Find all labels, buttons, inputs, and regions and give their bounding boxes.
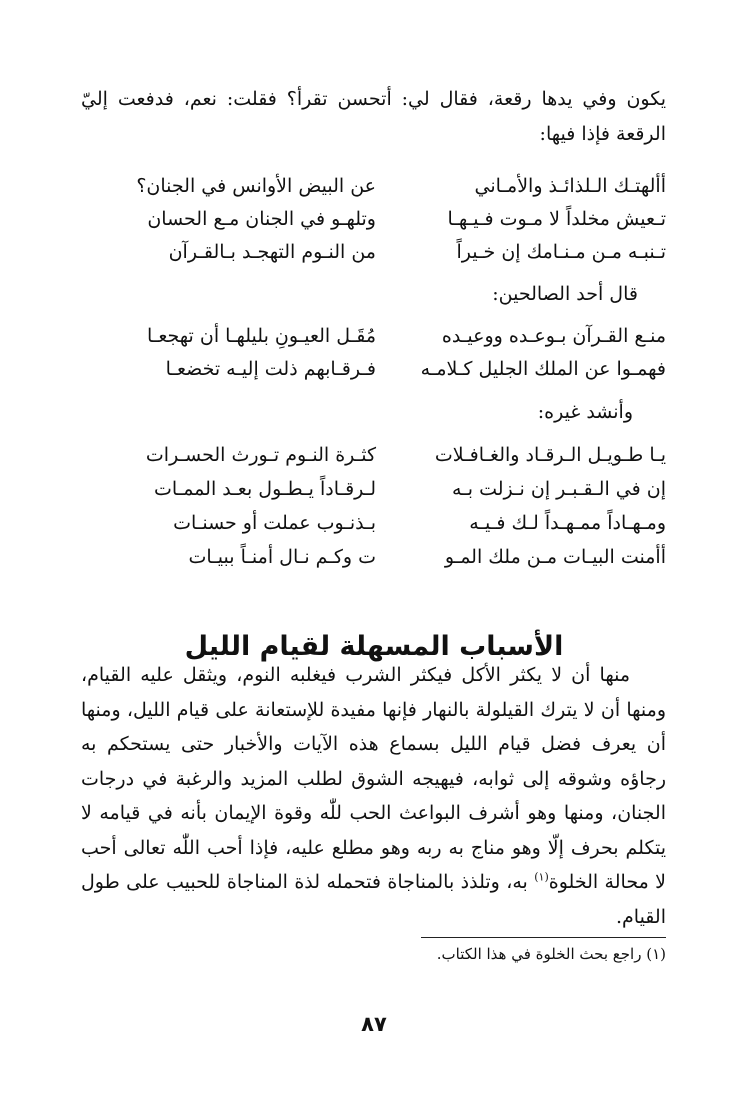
verse-first-hemistich: تـنبـه مـن مـنـامك إن خـيراً bbox=[456, 241, 666, 263]
attribution-righteous: قال أحد الصالحين: bbox=[492, 283, 638, 305]
verse-first-hemistich: أأمنت البيـات مـن ملك المـو bbox=[444, 546, 666, 568]
footnote-divider bbox=[421, 937, 666, 938]
poem-3 bbox=[81, 439, 666, 575]
verse-second-hemistich: كثـرة النـوم تـورث الحسـرات bbox=[145, 444, 376, 466]
verse-second-hemistich: بـذنـوب عملت أو حسنـات bbox=[173, 512, 376, 534]
verse-first-hemistich: إن في الـقـبـر إن نـزلت بـه bbox=[451, 478, 666, 500]
verse-second-hemistich: ت وكـم نـال أمنـاً ببيـات bbox=[188, 546, 376, 568]
verse-second-hemistich: عن البيض الأوانس في الجنان؟ bbox=[136, 175, 376, 197]
verse-second-hemistich: مُقَـل العيـونِ بليلهـا أن تهجعـا bbox=[147, 325, 376, 347]
poem-verse bbox=[81, 320, 666, 353]
page-number: ٨٧ bbox=[361, 1012, 387, 1036]
verse-first-hemistich: تـعيش مخلداً لا مـوت فـيـهـا bbox=[447, 208, 666, 230]
verse-first-hemistich: أألهتـك الـلذائـذ والأمـاني bbox=[474, 175, 666, 197]
poem-verse bbox=[81, 439, 666, 473]
verse-second-hemistich: فـرقـابهم ذلت إليـه تخضعـا bbox=[165, 358, 376, 380]
footnote: (١) راجع بحث الخلوة في هذا الكتاب. bbox=[436, 945, 666, 963]
attribution-other: وأنشد غيره: bbox=[537, 401, 633, 423]
poem-verse bbox=[81, 170, 666, 203]
verse-second-hemistich: لـرقـاداً يـطـول بعـد الممـات bbox=[153, 478, 376, 500]
verse-first-hemistich: ومـهـاداً ممـهـداً لـك فـيـه bbox=[469, 512, 666, 534]
footnote-marker[interactable]: (١) bbox=[534, 870, 549, 884]
poem-verse bbox=[81, 236, 666, 269]
verse-second-hemistich: وتلهـو في الجنان مـع الحسان bbox=[147, 208, 376, 230]
poem-2 bbox=[81, 320, 666, 386]
verse-first-hemistich: يـا طـويـل الـرقـاد والغـافـلات bbox=[434, 444, 666, 466]
verse-first-hemistich: فهمـوا عن الملك الجليل كـلامـه bbox=[420, 358, 666, 380]
verse-first-hemistich: منـع القـرآن بـوعـده ووعيـده bbox=[441, 325, 666, 347]
poem-verse bbox=[81, 353, 666, 386]
poem-verse bbox=[81, 541, 666, 575]
body-paragraph bbox=[81, 658, 666, 934]
body-text-continued: به، وتلذذ بالمناجاة فتحمله لذة المناجاة للحبيب على طول القيام. bbox=[81, 871, 666, 928]
section-title: الأسباب المسهلة لقيام الليل bbox=[184, 631, 564, 663]
poem-verse bbox=[81, 203, 666, 236]
body-text: منها أن لا يكثر الأكل فيكثر الشرب فيغلبه النوم، ويثقل عليه القيام، ومنها أن لا يترك القيلولة بالنهار فإنها مفيدة للإستعانة على قيام الليل، ومنها أن يعرف فضل قيام الليل بسماع هذه الآيات والأخبار حتى يستحكم به رجاؤه وشوقه إلى ثوابه، فيهيجه الشوق لطلب المزيد والرغبة في درجات الجنان، ومنها وهو أشرف البواعث الحب للّٰه وقوة الإيمان بأنه في قيامه لا يتكلم بحرف إلّا وهو مناج به ربه وهو مطلع عليه، فإذا أحب اللّٰه تعالى أحب لا محالة الخلوة bbox=[81, 664, 666, 893]
verse-second-hemistich: من النـوم التهجـد بـالقـرآن bbox=[168, 241, 376, 263]
poem-verse bbox=[81, 473, 666, 507]
poem-verse bbox=[81, 507, 666, 541]
intro-paragraph: يكون وفي يدها رقعة، فقال لي: أتحسن تقرأ؟ فقلت: نعم، فدفعت إليّ الرقعة فإذا فيها: bbox=[81, 88, 666, 145]
poem-1 bbox=[81, 170, 666, 269]
